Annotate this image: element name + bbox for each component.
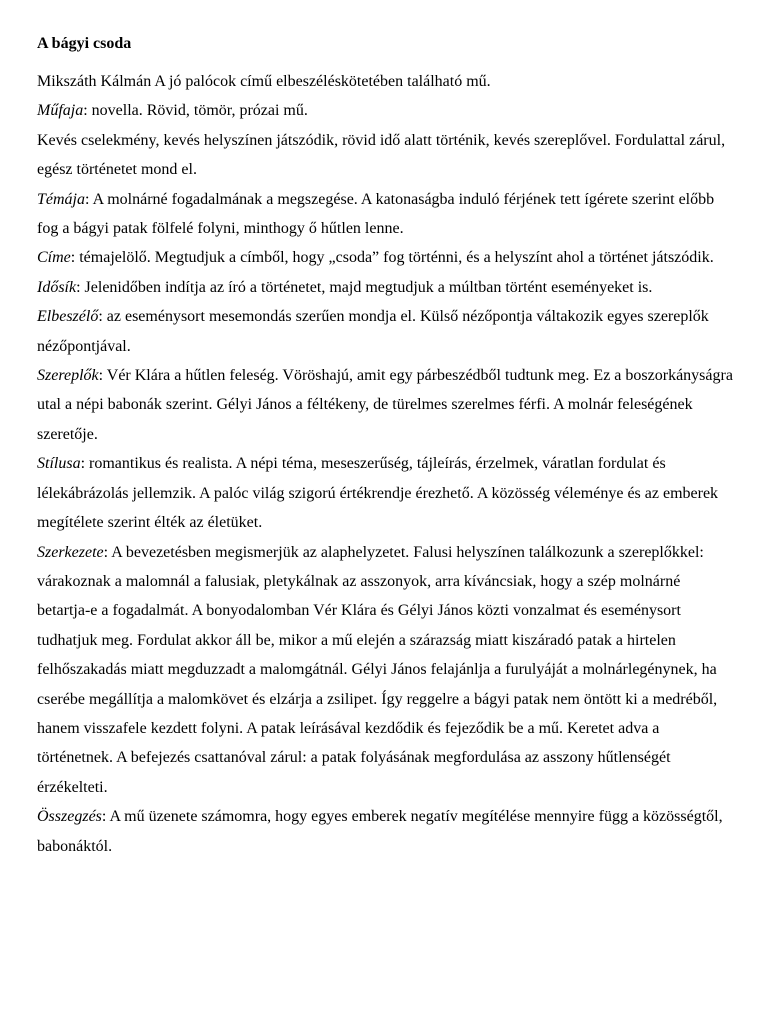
paragraph-characteristics xyxy=(37,126,737,185)
term-label: Idősík xyxy=(37,278,77,296)
document-body xyxy=(37,67,737,861)
term-label: Szerkezete xyxy=(37,543,104,561)
paragraph-text: : novella. Rövid, tömör, prózai mű. xyxy=(83,102,308,120)
paragraph-text: : Vér Klára a hűtlen feleség. Vöröshajú, amit egy párbeszédből tudtunk meg. Ez a boszorkányságra utal a népi babonák szerint. Gélyi János a féltékeny, de türelmes szerelmes férfi. A molnár feleségének szeretője. xyxy=(37,367,733,443)
paragraph-text: : Jelenidőben indítja az író a történetet, majd megtudjuk a múltban történt eseményeket is. xyxy=(76,278,653,296)
term-label: Összegzés xyxy=(37,808,102,826)
paragraph-cime xyxy=(37,243,737,272)
paragraph-stilusa xyxy=(37,449,737,537)
paragraph-text: Kevés cselekmény, kevés helyszínen játszódik, rövid idő alatt történik, kevés szereplővel. Fordulattal zárul, egész történetet mond el. xyxy=(37,131,726,179)
term-label: Stílusa xyxy=(37,455,81,473)
term-label: Címe xyxy=(37,249,71,267)
paragraph-osszegzes xyxy=(37,802,737,861)
term-label: Elbeszélő xyxy=(37,308,99,326)
term-label: Szereplők xyxy=(37,367,99,385)
paragraph-text: : A bevezetésben megismerjük az alaphelyzetet. Falusi helyszínen találkozunk a szereplőkkel: várakoznak a malomnál a falusiak, pletykálnak az asszonyok, arra kíváncsiak, hogy a szép molnárné betartja-e a fogadalmát. A bonyodalomban Vér Klára és Gélyi János közti vonzalmat és eseménysort tudhatjuk meg. Fordulat akkor áll be, mikor a mű elején a szárazság miatt kiszáradó patak a hirtelen felhőszakadás miatt megduzzadt a malomgátnál. Gélyi János felajánlja a furulyáját a molnárlegénynek, ha cserébe megállítja a malomkövet és elzárja a zsilipet. Így reggelre a bágyi patak nem öntött ki a medréből, hanem visszafele kezdett folyni. A patak leírásával kezdődik és fejeződik be a mű. Keretet adva a történetnek. A befejezés csattanóval zárul: a patak folyásának megfordulása az asszony hűtlenségét érzékelteti. xyxy=(37,543,718,796)
document-page xyxy=(37,33,737,861)
paragraph-text: : témajelölő. Megtudjuk a címből, hogy „csoda” fog történni, és a helyszínt ahol a történet játszódik. xyxy=(70,249,714,267)
paragraph-szereplok xyxy=(37,361,737,449)
document-title: A bágyi csoda xyxy=(37,35,132,52)
term-label: Témája xyxy=(37,190,85,208)
paragraph-text: : A molnárné fogadalmának a megszegése. A katonaságba induló férjének tett ígérete szerint előbb fog a bágyi patak fölfelé folyni, minthogy ő hűtlen lenne. xyxy=(37,190,715,238)
paragraph-text: Mikszáth Kálmán A jó palócok című elbeszéléskötetében található mű. xyxy=(37,73,491,90)
paragraph-text: : romantikus és realista. A népi téma, meseszerűség, tájleírás, érzelmek, váratlan fordulat és lélekábrázolás jellemzik. A palóc világ szigorú értékrendje érezhető. A közösség véleménye és az emberek megítélete szerint élték az életüket. xyxy=(37,455,719,532)
term-label: Műfaja xyxy=(37,102,84,120)
paragraph-text: : A mű üzenete számomra, hogy egyes emberek negatív megítélése mennyire függ a közösségtől, babonáktól. xyxy=(37,808,723,855)
paragraph-temaja xyxy=(37,185,737,244)
paragraph-idosik xyxy=(37,273,737,302)
paragraph-elbeszelo xyxy=(37,302,737,361)
paragraph-mufaja xyxy=(37,96,737,125)
paragraph-szerkezete xyxy=(37,538,737,803)
paragraph-text: : az eseménysort mesemondás szerűen mondja el. Külső nézőpontja váltakozik egyes szereplők nézőpontjával. xyxy=(37,308,709,355)
paragraph-intro xyxy=(37,67,737,96)
